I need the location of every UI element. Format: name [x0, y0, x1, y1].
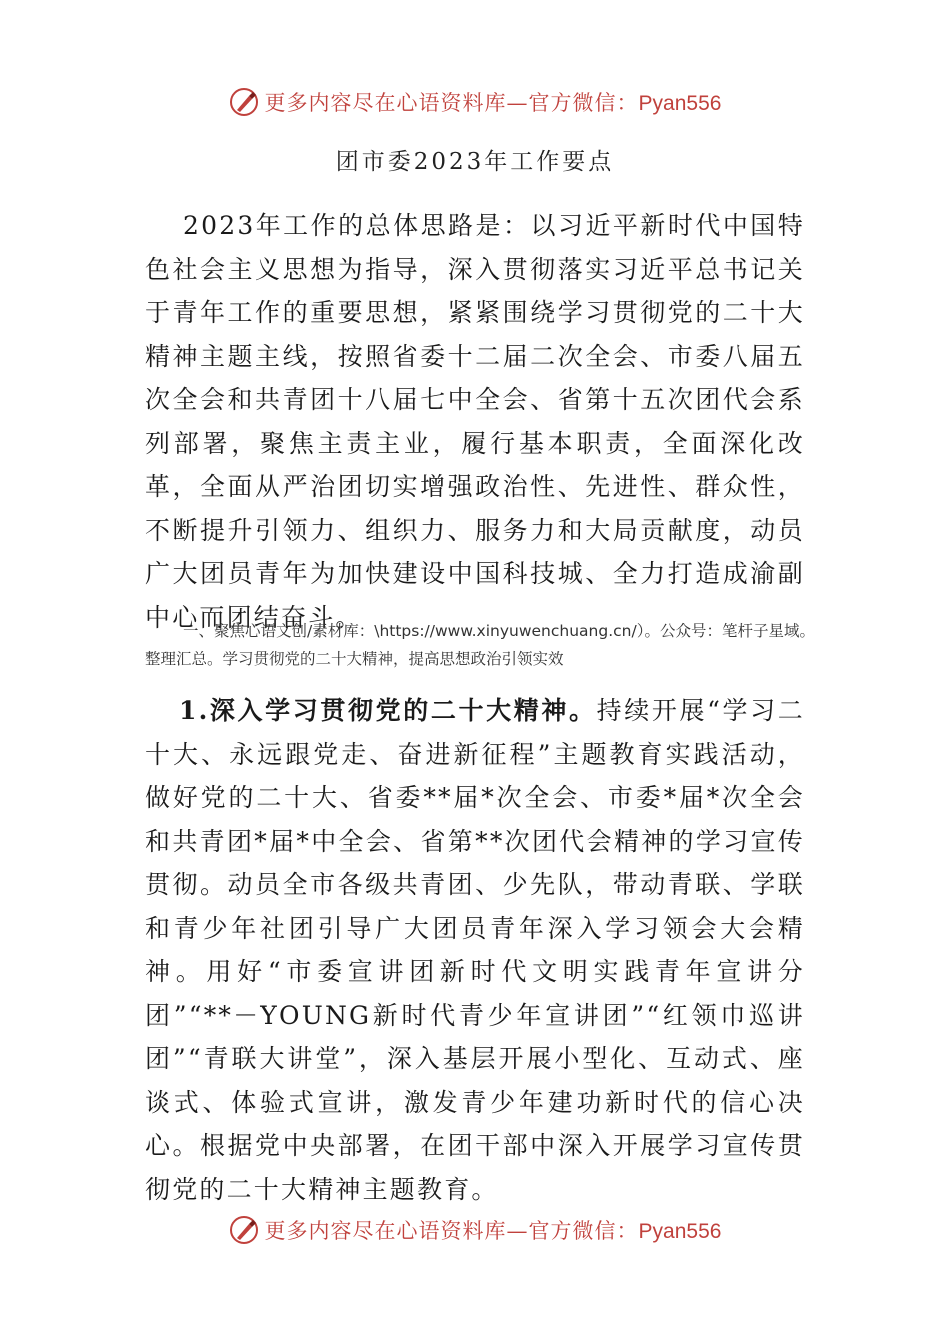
item-one-paragraph: [145, 689, 805, 1211]
header-banner: [0, 80, 950, 124]
wechat-id: Pyan556: [638, 1220, 722, 1243]
section-one-heading: 一、聚焦心语文创/素材库：\https://www.xinyuwenchuang.cn/）。公众号：笔杆子星域。整理汇总。学习贯彻党的二十大精神，提高思想政治引领实效: [145, 622, 815, 668]
header-banner-text: 更多内容尽在心语资料库—官方微信：Pyan556: [264, 91, 722, 115]
pen-nib-logo-icon: [229, 87, 259, 117]
intro-paragraph: 2023年工作的总体思路是：以习近平新时代中国特色社会主义思想为指导，深入贯彻落实习近平总书记关于青年工作的重要思想，紧紧围绕学习贯彻党的二十大精神主题主线，按照省委十二届二次全会、市委八届五次全会和共青团十八届七中全会、省第十五次团代会系列部署，聚焦主责主业，履行基本职责，全面深化改革，全面从严治团切实增强政治性、先进性、群众性，不断提升引领力、组织力、服务力和大局贡献度，动员广大团员青年为加快建设中国科技城、全力打造成渝副中心而团结奋斗。: [145, 211, 805, 632]
wechat-id: Pyan556: [638, 92, 722, 115]
footer-banner-text: 更多内容尽在心语资料库—官方微信：Pyan556: [264, 1219, 722, 1243]
item-one-title: 1.深入学习贯彻党的二十大精神。: [179, 696, 597, 725]
item-one-body: 持续开展“学习二十大、永远跟党走、奋进新征程”主题教育实践活动，做好党的二十大、省委**届*次全会、市委*届*次全会和共青团*届*中全会、省第**次团代会精神的学习宣传贯彻。动员全市各级共青团、少先队，带动青联、学联和青少年社团引导广大团员青年深入学习领会大会精神。用好“市委宣讲团新时代文明实践青年宣讲分团”“**－YOUNG新时代青少年宣讲团”“红领巾巡讲团”“青联大讲堂”，深入基层开展小型化、互动式、座谈式、体验式宣讲，激发青少年建功新时代的信心决心。根据党中央部署，在团干部中深入开展学习宣传贯彻党的二十大精神主题教育。: [145, 696, 805, 1204]
pen-nib-logo-icon: [229, 1215, 259, 1245]
footer-banner: [0, 1208, 950, 1252]
page-title: 团市委2023年工作要点: [335, 149, 615, 175]
